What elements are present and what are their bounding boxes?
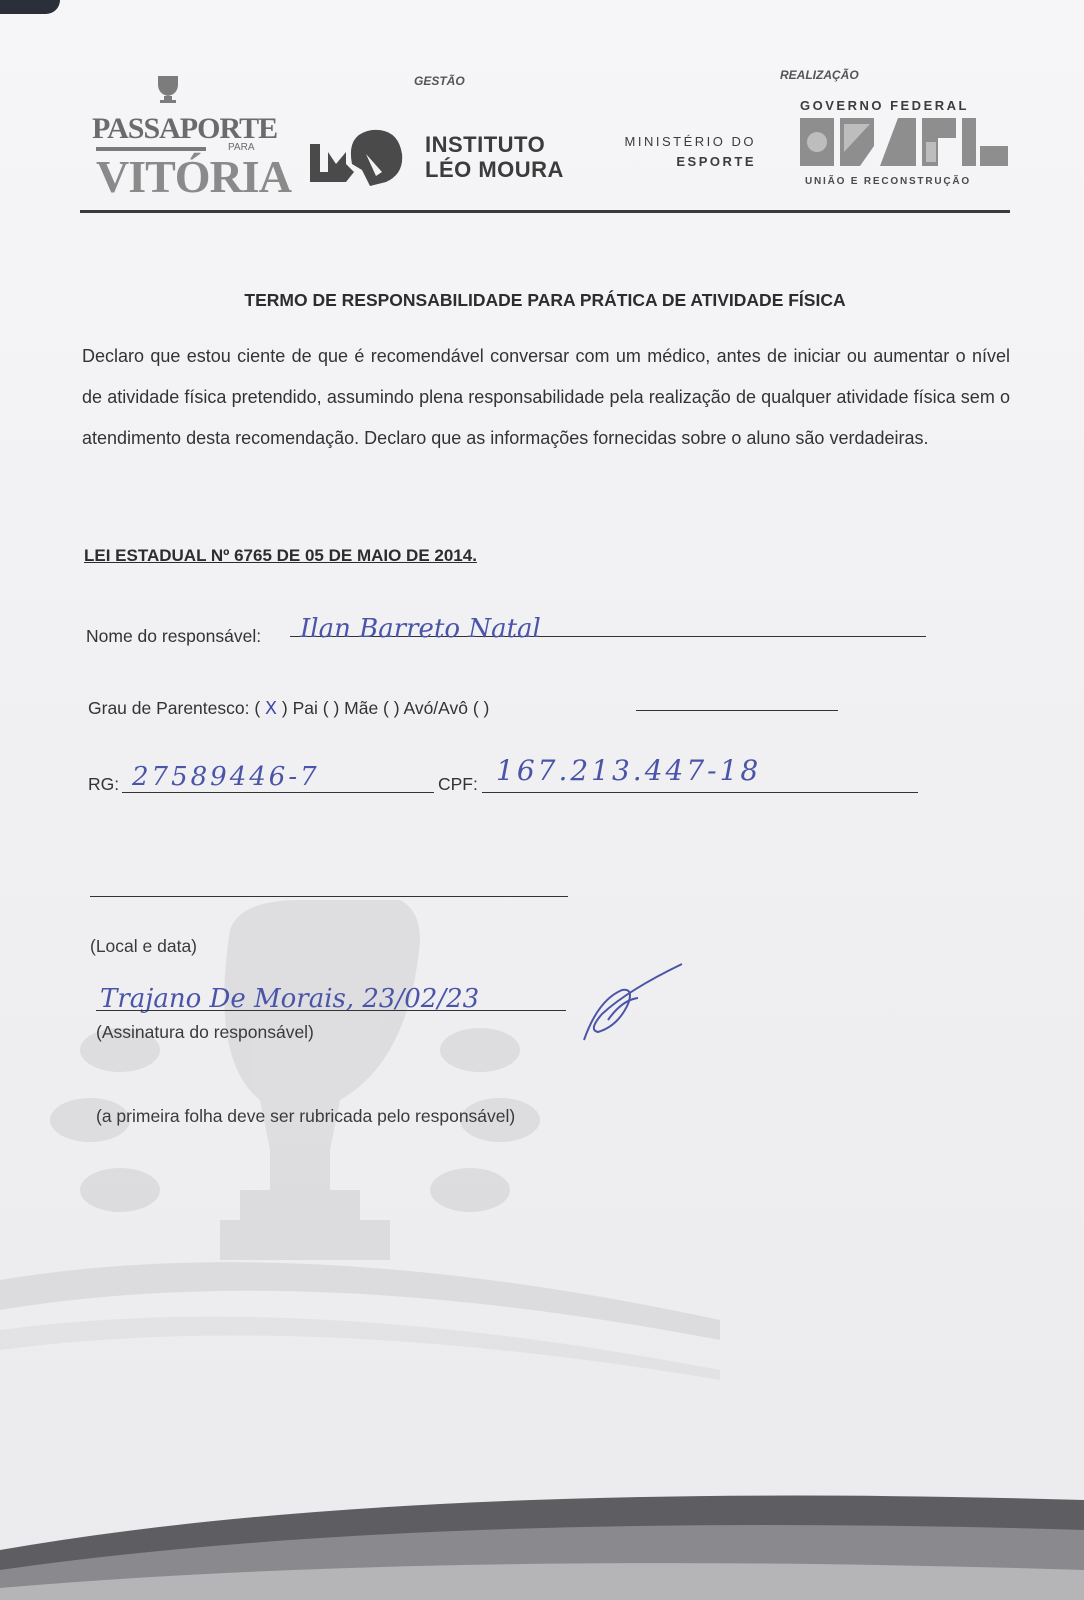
signature-scribble: [578, 960, 688, 1050]
cpf-label: CPF:: [438, 774, 478, 794]
trophy-icon: [150, 74, 186, 104]
page-corner-shadow: [0, 0, 60, 14]
rg-line[interactable]: [122, 792, 434, 793]
passaporte-para: PARA: [228, 142, 255, 153]
declaration-paragraph: Declaro que estou ciente de que é recomendável conversar com um médico, antes de iniciar ou aumentar o nível de atividade física pretendido, assumindo plena responsabilidade pela realização de qualquer atividade física sem o atendimento desta recomendação. Declaro que as informações fornecidas sobre o aluno são verdadeiras.: [82, 346, 1010, 448]
cpf-handwritten: 167.213.447-18: [496, 754, 762, 787]
ministerio-line2: ESPORTE: [676, 154, 756, 169]
nome-handwritten: Ilan Barreto Natal: [300, 614, 541, 644]
grau-options: ) Pai ( ) Mãe ( ) Avó/Avô ( ): [281, 698, 490, 718]
brasil-logo: [800, 116, 1010, 168]
cpf-line[interactable]: [482, 792, 918, 793]
uniao-reconstrucao-label: UNIÃO E RECONSTRUÇÃO: [805, 176, 972, 187]
rubrica-note: (a primeira folha deve ser rubricada pelo responsável): [96, 1106, 516, 1126]
rg-label: RG:: [88, 774, 120, 794]
letterhead: [80, 60, 1010, 220]
instituto-line2: LÉO MOURA: [425, 157, 564, 182]
law-reference: LEI ESTADUAL Nº 6765 DE 05 DE MAIO DE 2014.: [84, 546, 477, 565]
passaporte-line1: PASSAPORTE: [92, 112, 278, 145]
rg-handwritten: 27589446-7: [132, 762, 320, 792]
nome-label: Nome do responsável:: [86, 626, 262, 646]
passaporte-line2: VITÓRIA: [96, 151, 291, 202]
document-title: TERMO DE RESPONSABILIDADE PARA PRÁTICA DE ATIVIDADE FÍSICA: [244, 290, 846, 310]
local-data-line[interactable]: [90, 896, 568, 897]
header-rule: [80, 210, 1010, 213]
brasil-text: BRASIL: [800, 116, 804, 117]
instituto-leo-moura-logo-icon: [306, 124, 408, 190]
grau-other-line[interactable]: [636, 710, 838, 711]
ministerio-esporte: [616, 132, 756, 172]
governo-federal-label: GOVERNO FEDERAL: [800, 98, 969, 113]
gestao-label: GESTÃO: [414, 74, 465, 88]
realizacao-label: REALIZAÇÃO: [780, 68, 859, 82]
footer-wave-decoration: [0, 1460, 1084, 1600]
ministerio-line1: MINISTÉRIO DO: [624, 134, 756, 149]
local-data-label: (Local e data): [90, 936, 198, 956]
passaporte-logo: [86, 70, 291, 202]
assinatura-handwritten: Trajano De Morais, 23/02/23: [100, 984, 480, 1014]
instituto-leo-moura-text: [425, 132, 564, 182]
grau-row: [88, 698, 489, 719]
grau-label: Grau de Parentesco: (: [88, 698, 261, 718]
assinatura-label: (Assinatura do responsável): [96, 1022, 314, 1042]
instituto-line1: INSTITUTO: [425, 132, 546, 157]
assinatura-line[interactable]: [96, 1010, 566, 1011]
grau-pai-checkbox[interactable]: X: [265, 699, 278, 719]
